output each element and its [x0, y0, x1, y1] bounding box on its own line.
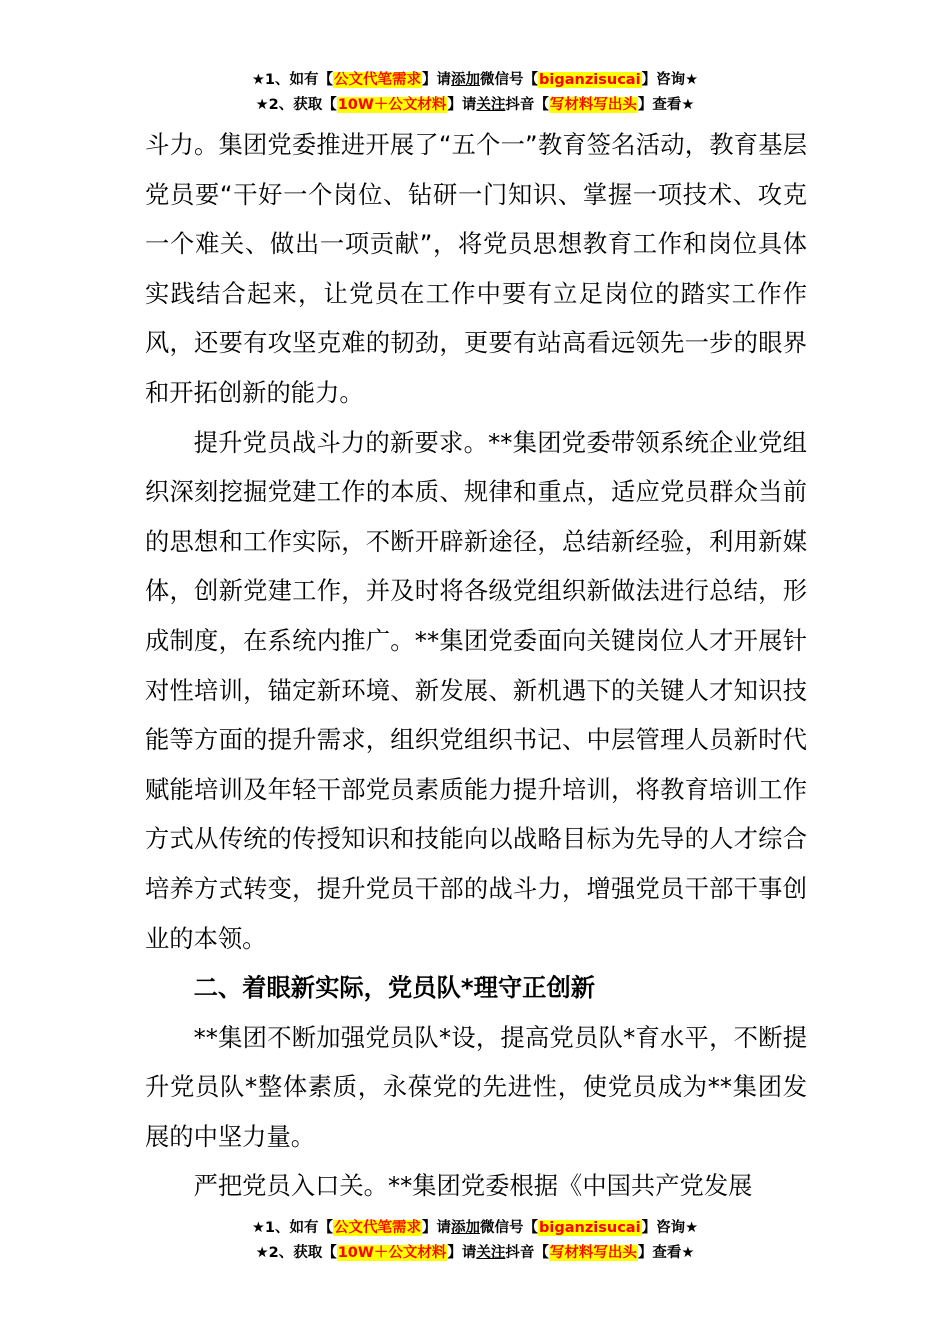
highlight-text: 公文代笔需求: [334, 72, 422, 88]
banner-text: 抖音【: [505, 97, 549, 113]
underlined-text: 关注: [476, 1245, 506, 1261]
banner-text: 】咨询★: [641, 72, 699, 88]
banner-text: 抖音【: [505, 1245, 549, 1261]
banner-text: 】请: [447, 1245, 477, 1261]
banner-text: 】请: [422, 1220, 452, 1236]
banner-line-1: [0, 1216, 950, 1241]
banner-text: 微信号【: [480, 1220, 539, 1236]
paragraph: 斗力。集团党委推进开展了“五个一”教育签名活动，教育基层党员要“干好一个岗位、钻研一门知识、掌握一项技术、攻克一个难关、做出一项贡献”，将党员思想教育工作和岗位具体实践结合起来，让党员在工作中要有立足岗位的踏实工作作风，还要有攻坚克难的韧劲，更要有站高看远领先一步的眼界和开拓创新的能力。: [145, 130, 807, 407]
underlined-text: 添加: [451, 1220, 481, 1236]
highlight-text: 10W＋公文材料: [337, 1245, 447, 1261]
banner-text: 】查看★: [637, 97, 695, 113]
banner-text: 】咨询★: [641, 1220, 699, 1236]
top-banner: [0, 68, 950, 118]
banner-text: 】查看★: [637, 1245, 695, 1261]
banner-text: 】请: [447, 97, 477, 113]
highlight-text: 10W＋公文材料: [337, 97, 447, 113]
banner-line-2: [0, 93, 950, 118]
document-body: [145, 120, 807, 1211]
banner-text: ★2、获取【: [255, 1245, 337, 1261]
banner-text: 微信号【: [480, 72, 539, 88]
underlined-text: 关注: [476, 97, 506, 113]
wechat-id: biganzisucai: [539, 1220, 641, 1236]
highlight-text: 公文代笔需求: [334, 1220, 422, 1236]
underlined-text: 添加: [451, 72, 481, 88]
banner-text: ★2、获取【: [255, 97, 337, 113]
wechat-id: biganzisucai: [539, 72, 641, 88]
douyin-account: 写材料写出头: [549, 1245, 637, 1261]
paragraph: 严把党员入口关。**集团党委根据《中国共产党发展: [193, 1171, 753, 1201]
douyin-account: 写材料写出头: [549, 97, 637, 113]
banner-line-1: [0, 68, 950, 93]
paragraph: 提升党员战斗力的新要求。**集团党委带领系统企业党组织深刻挖掘党建工作的本质、规律和重点，适应党员群众当前的思想和工作实际，不断开辟新途径，总结新经验，利用新媒体，创新党建工作，并及时将各级党组织新做法进行总结，形成制度，在系统内推广。**集团党委面向关键岗位人才开展针对性培训，锚定新环境、新发展、新机遇下的关键人才知识技能等方面的提升需求，组织党组织书记、中层管理人员新时代赋能培训及年轻干部党员素质能力提升培训，将教育培训工作方式从传统的传授知识和技能向以战略目标为先导的人才综合培养方式转变，提升党员干部的战斗力，增强党员干部干事创业的本领。: [145, 427, 807, 953]
banner-text: 】请: [422, 72, 452, 88]
banner-text: ★1、如有【: [251, 1220, 334, 1236]
section-heading: 二、着眼新实际，党员队*理守正创新: [193, 973, 596, 1003]
bottom-banner: [0, 1216, 950, 1266]
paragraph: **集团不断加强党员队*设，提高党员队*育水平，不断提升党员队*整体素质，永葆党的先进性，使党员成为**集团发展的中坚力量。: [145, 1022, 807, 1151]
banner-text: ★1、如有【: [251, 72, 334, 88]
banner-line-2: [0, 1241, 950, 1266]
